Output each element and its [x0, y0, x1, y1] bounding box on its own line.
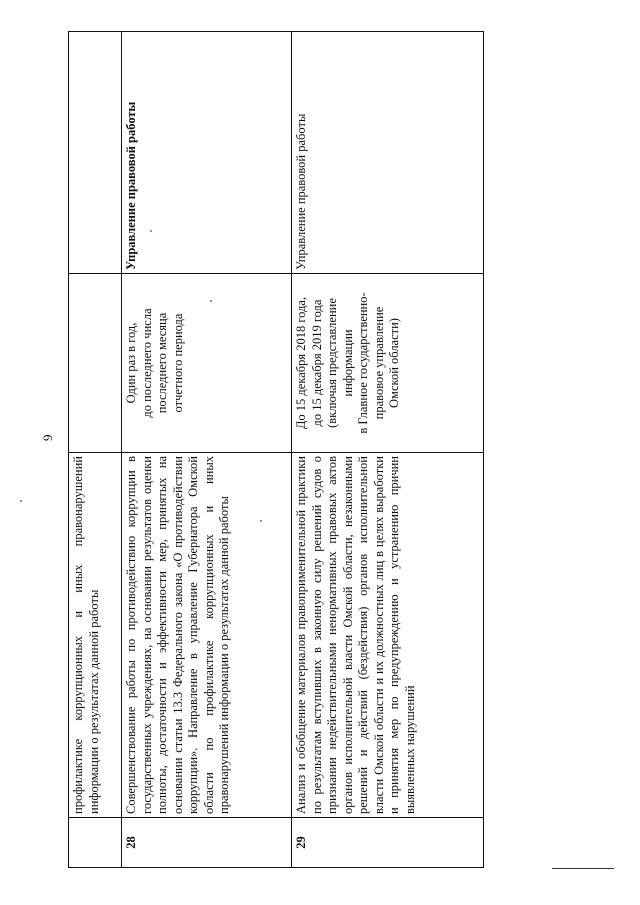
row-description: [122, 453, 292, 818]
row-term: [69, 274, 122, 453]
table-row: [122, 32, 292, 868]
row-responsible: [69, 32, 122, 274]
row-number: [69, 818, 122, 868]
row-description: [292, 453, 484, 818]
table-row: [69, 32, 122, 868]
row-number: 29: [292, 818, 484, 868]
scan-speck: [260, 520, 262, 522]
row-description: [69, 453, 122, 818]
rotated-table-container: [68, 60, 484, 868]
description-text: Совершенствование работы по противодействию коррупции в государственных учреждениях, на основании результатов оценки полноты, достаточности и эффективности мер, принятых на основании статьи 13.3 Федерального закона «О противодействии коррупции». Направление в управление Губернатора Омской области по профилактике коррупционных и иных правонарушений информации о результатах данной работы: [124, 456, 231, 814]
table-row: [292, 32, 484, 868]
row-responsible: [292, 32, 484, 274]
measures-table: [68, 31, 484, 868]
responsible-text: Управление правовой работы: [294, 113, 308, 270]
page-number: 9: [40, 434, 55, 441]
responsible-text: Управление правовой работы: [124, 101, 138, 270]
description-text: профилактике коррупционных и иных правонарушений информации о результатах данной работы: [71, 456, 101, 814]
row-term: [292, 274, 484, 453]
scan-mark-line: [552, 868, 614, 869]
row-term: [122, 274, 292, 453]
scan-speck: [210, 300, 212, 302]
scan-speck: [150, 230, 152, 232]
description-text: Анализ и обобщение материалов правоприменительной практики по результатам вступивших в законную силу решений судов о признании недействительными ненормативных правовых актов органов исполнительной власти Омской области, незаконными решений и действий (бездействия) органов исполнительной власти Омской области и их должностных лиц в целях выработки и принятия мер по предупреждению и устранению причин выявленных нарушений: [294, 456, 417, 814]
row-number: 28: [122, 818, 292, 868]
row-responsible: [122, 32, 292, 274]
scan-speck: [20, 500, 22, 502]
term-text: До 15 декабря 2018 года, до 15 декабря 2019 года (включая представление информации в Главное государственно- правовое управление Омской области): [294, 292, 401, 434]
term-text: Один раз в год, до последнего числа последнего месяца отчетного периода: [124, 308, 185, 418]
